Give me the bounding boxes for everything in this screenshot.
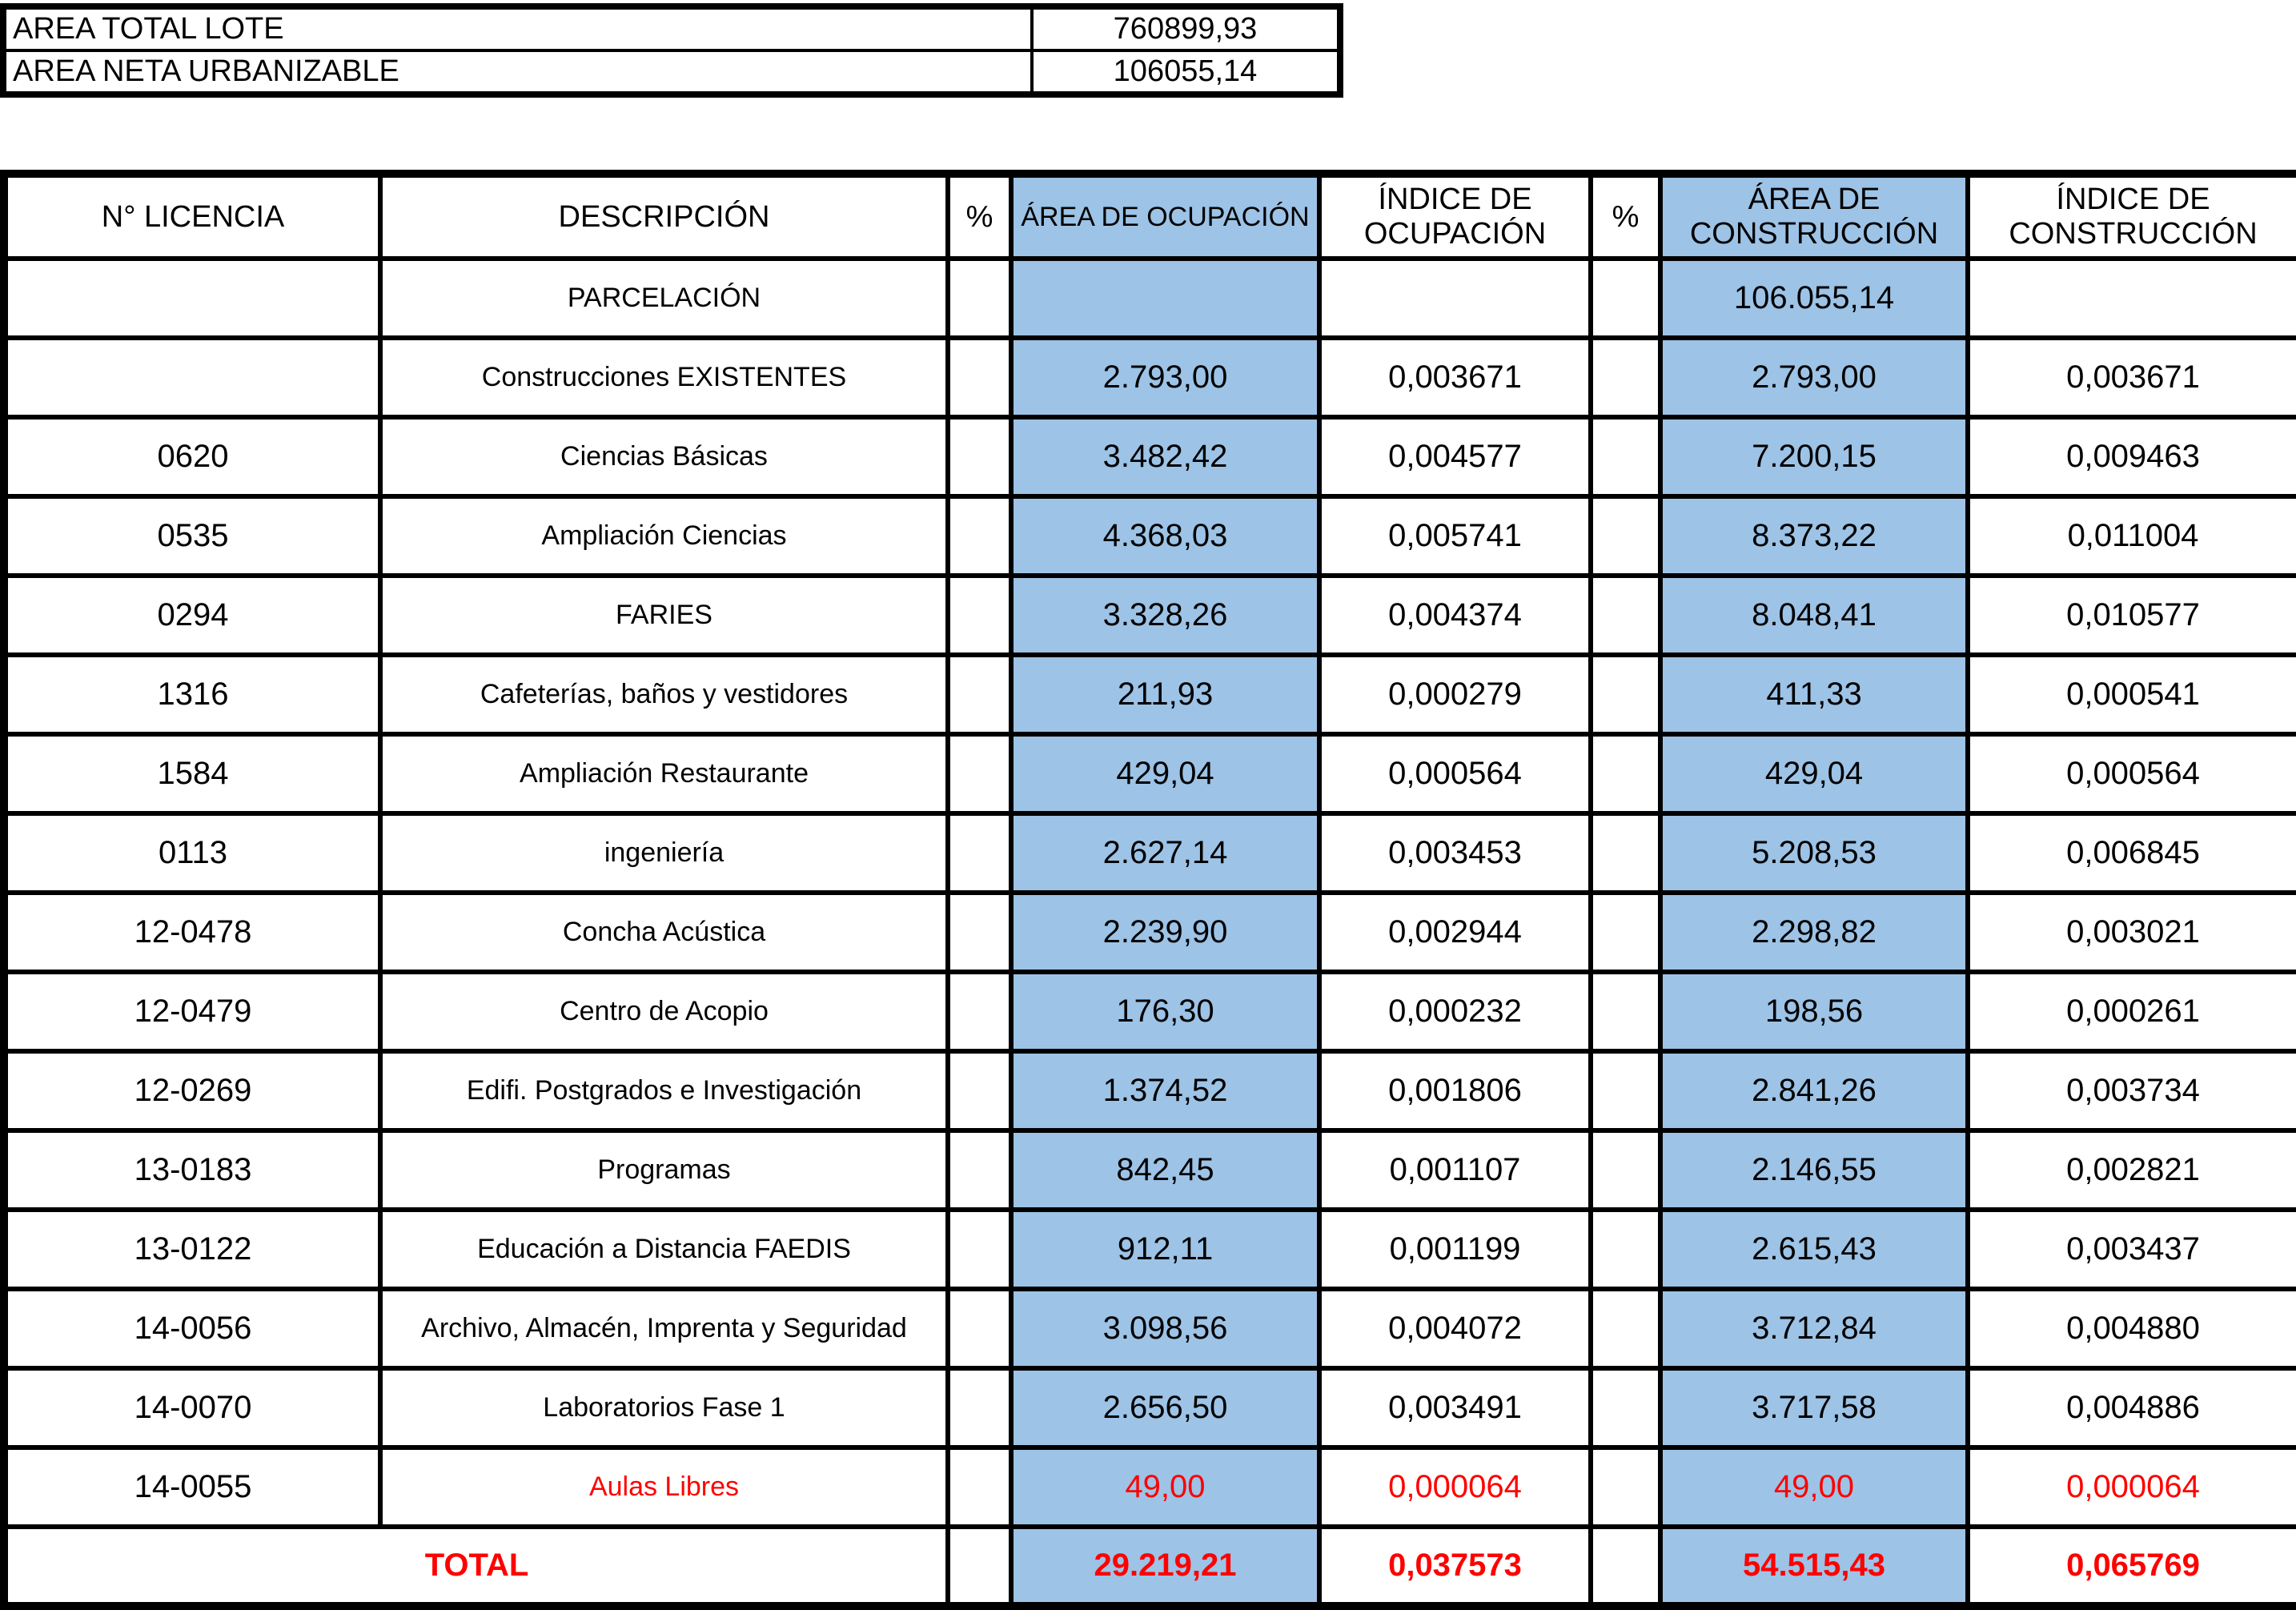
- summary-label-area-total-lote: AREA TOTAL LOTE: [3, 6, 1032, 50]
- table-row: [4, 1210, 2296, 1289]
- cell-descripcion: Construcciones EXISTENTES: [380, 338, 948, 417]
- cell-pct-construccion: [1591, 972, 1660, 1051]
- cell-pct-ocupacion: [948, 1210, 1011, 1289]
- cell-area-ocupacion: 176,30: [1011, 972, 1319, 1051]
- cell-indice-ocupacion: 0,004072: [1319, 1289, 1591, 1368]
- cell-area-ocupacion: 842,45: [1011, 1130, 1319, 1210]
- cell-pct-construccion: [1591, 1130, 1660, 1210]
- cell-pct-construccion: [1591, 1527, 1660, 1606]
- cell-area-ocupacion: 211,93: [1011, 655, 1319, 734]
- cell-indice-ocupacion: 0,005741: [1319, 496, 1591, 576]
- cell-descripcion: ingeniería: [380, 813, 948, 893]
- table-row-aulas-libres: [4, 1447, 2296, 1527]
- summary-label-area-neta-urbanizable: AREA NETA URBANIZABLE: [3, 50, 1032, 94]
- cell-licencia: [4, 338, 380, 417]
- cell-area-construccion: 54.515,43: [1660, 1527, 1968, 1606]
- cell-area-construccion: 7.200,15: [1660, 417, 1968, 496]
- cell-area-ocupacion: 1.374,52: [1011, 1051, 1319, 1130]
- cell-indice-ocupacion: 0,000064: [1319, 1447, 1591, 1527]
- cell-area-ocupacion: 2.793,00: [1011, 338, 1319, 417]
- cell-descripcion: Programas: [380, 1130, 948, 1210]
- cell-pct-construccion: [1591, 734, 1660, 813]
- cell-pct-construccion: [1591, 338, 1660, 417]
- cell-indice-construccion: 0,000564: [1968, 734, 2296, 813]
- header-indice-construccion: ÍNDICE DE CONSTRUCCIÓN: [1968, 174, 2296, 259]
- cell-descripcion: Concha Acústica: [380, 893, 948, 972]
- cell-area-ocupacion: 2.627,14: [1011, 813, 1319, 893]
- cell-pct-ocupacion: [948, 259, 1011, 338]
- table-row-parcelacion: [4, 259, 2296, 338]
- table-row: [4, 1130, 2296, 1210]
- cell-pct-construccion: [1591, 1289, 1660, 1368]
- cell-area-construccion: 2.841,26: [1660, 1051, 1968, 1130]
- cell-licencia: [4, 259, 380, 338]
- cell-area-construccion: 2.298,82: [1660, 893, 1968, 972]
- header-area-ocupacion: ÁREA DE OCUPACIÓN: [1011, 174, 1319, 259]
- summary-value-area-neta-urbanizable: 106055,14: [1032, 50, 1340, 94]
- header-licencia: N° LICENCIA: [4, 174, 380, 259]
- cell-area-ocupacion: 429,04: [1011, 734, 1319, 813]
- cell-area-ocupacion: 29.219,21: [1011, 1527, 1319, 1606]
- cell-indice-ocupacion: 0,000232: [1319, 972, 1591, 1051]
- cell-indice-ocupacion: 0,004577: [1319, 417, 1591, 496]
- cell-pct-construccion: [1591, 259, 1660, 338]
- cell-licencia: 0535: [4, 496, 380, 576]
- cell-licencia: 1584: [4, 734, 380, 813]
- cell-indice-ocupacion: 0,001199: [1319, 1210, 1591, 1289]
- header-indice-ocupacion: ÍNDICE DE OCUPACIÓN: [1319, 174, 1591, 259]
- summary-value-area-total-lote: 760899,93: [1032, 6, 1340, 50]
- cell-descripcion: Laboratorios Fase 1: [380, 1368, 948, 1447]
- table-row: [4, 813, 2296, 893]
- table-row: [4, 655, 2296, 734]
- cell-licencia: 0113: [4, 813, 380, 893]
- cell-indice-construccion: 0,000541: [1968, 655, 2296, 734]
- cell-pct-ocupacion: [948, 417, 1011, 496]
- cell-area-ocupacion: 3.482,42: [1011, 417, 1319, 496]
- header-pct-construccion: %: [1591, 174, 1660, 259]
- summary-row: [3, 6, 1340, 50]
- header-row: [4, 174, 2296, 259]
- cell-pct-ocupacion: [948, 1289, 1011, 1368]
- cell-pct-ocupacion: [948, 1368, 1011, 1447]
- cell-indice-construccion: 0,003671: [1968, 338, 2296, 417]
- cell-area-construccion: 8.373,22: [1660, 496, 1968, 576]
- cell-area-construccion: 3.717,58: [1660, 1368, 1968, 1447]
- cell-indice-construccion: 0,010577: [1968, 576, 2296, 655]
- cell-pct-ocupacion: [948, 734, 1011, 813]
- cell-indice-construccion: 0,003734: [1968, 1051, 2296, 1130]
- cell-area-ocupacion: 3.328,26: [1011, 576, 1319, 655]
- cell-pct-ocupacion: [948, 496, 1011, 576]
- cell-indice-construccion: 0,002821: [1968, 1130, 2296, 1210]
- cell-area-ocupacion: 3.098,56: [1011, 1289, 1319, 1368]
- table-row: [4, 1289, 2296, 1368]
- cell-pct-construccion: [1591, 576, 1660, 655]
- cell-indice-ocupacion: 0,003491: [1319, 1368, 1591, 1447]
- cell-pct-construccion: [1591, 813, 1660, 893]
- cell-area-construccion: 2.793,00: [1660, 338, 1968, 417]
- cell-pct-construccion: [1591, 1447, 1660, 1527]
- cell-indice-ocupacion: 0,000564: [1319, 734, 1591, 813]
- cell-area-construccion: 5.208,53: [1660, 813, 1968, 893]
- cell-indice-construccion: 0,009463: [1968, 417, 2296, 496]
- cell-area-construccion: 3.712,84: [1660, 1289, 1968, 1368]
- cell-area-ocupacion: 49,00: [1011, 1447, 1319, 1527]
- cell-pct-ocupacion: [948, 1130, 1011, 1210]
- cell-pct-construccion: [1591, 1051, 1660, 1130]
- cell-licencia: 0620: [4, 417, 380, 496]
- cell-indice-ocupacion: 0,037573: [1319, 1527, 1591, 1606]
- cell-pct-construccion: [1591, 655, 1660, 734]
- cell-pct-ocupacion: [948, 1051, 1011, 1130]
- cell-pct-ocupacion: [948, 576, 1011, 655]
- table-row: [4, 576, 2296, 655]
- cell-indice-ocupacion: 0,001806: [1319, 1051, 1591, 1130]
- cell-indice-ocupacion: 0,001107: [1319, 1130, 1591, 1210]
- cell-area-construccion: 106.055,14: [1660, 259, 1968, 338]
- summary-row: [3, 50, 1340, 94]
- cell-indice-ocupacion: 0,003671: [1319, 338, 1591, 417]
- cell-licencia: 12-0479: [4, 972, 380, 1051]
- cell-pct-ocupacion: [948, 338, 1011, 417]
- cell-area-ocupacion: 4.368,03: [1011, 496, 1319, 576]
- header-pct-ocupacion: %: [948, 174, 1011, 259]
- table-row: [4, 972, 2296, 1051]
- cell-descripcion: PARCELACIÓN: [380, 259, 948, 338]
- cell-indice-construccion: 0,065769: [1968, 1527, 2296, 1606]
- cell-indice-construccion: 0,004886: [1968, 1368, 2296, 1447]
- cell-indice-construccion: 0,000064: [1968, 1447, 2296, 1527]
- table-row: [4, 893, 2296, 972]
- table-row: [4, 1051, 2296, 1130]
- cell-indice-construccion: 0,000261: [1968, 972, 2296, 1051]
- cell-descripcion: Cafeterías, baños y vestidores: [380, 655, 948, 734]
- header-descripcion: DESCRIPCIÓN: [380, 174, 948, 259]
- cell-pct-ocupacion: [948, 813, 1011, 893]
- cell-pct-construccion: [1591, 417, 1660, 496]
- cell-indice-construccion: 0,004880: [1968, 1289, 2296, 1368]
- cell-indice-construccion: 0,006845: [1968, 813, 2296, 893]
- cell-licencia: 13-0122: [4, 1210, 380, 1289]
- cell-area-construccion: 198,56: [1660, 972, 1968, 1051]
- cell-licencia: 1316: [4, 655, 380, 734]
- table-row: [4, 496, 2296, 576]
- cell-area-ocupacion: [1011, 259, 1319, 338]
- cell-licencia: 14-0070: [4, 1368, 380, 1447]
- cell-indice-ocupacion: 0,004374: [1319, 576, 1591, 655]
- table-row-construcciones-existentes: [4, 338, 2296, 417]
- spreadsheet-page: [0, 3, 2296, 1609]
- cell-pct-construccion: [1591, 1210, 1660, 1289]
- cell-licencia: 0294: [4, 576, 380, 655]
- cell-indice-construccion: 0,003021: [1968, 893, 2296, 972]
- cell-area-ocupacion: 2.239,90: [1011, 893, 1319, 972]
- cell-indice-construccion: [1968, 259, 2296, 338]
- cell-indice-construccion: 0,011004: [1968, 496, 2296, 576]
- table-row: [4, 417, 2296, 496]
- header-area-construccion: ÁREA DE CONSTRUCCIÓN: [1660, 174, 1968, 259]
- cell-descripcion: Ciencias Básicas: [380, 417, 948, 496]
- cell-indice-construccion: 0,003437: [1968, 1210, 2296, 1289]
- cell-descripcion: Educación a Distancia FAEDIS: [380, 1210, 948, 1289]
- cell-area-construccion: 2.615,43: [1660, 1210, 1968, 1289]
- cell-indice-ocupacion: 0,000279: [1319, 655, 1591, 734]
- cell-area-construccion: 429,04: [1660, 734, 1968, 813]
- cell-area-construccion: 49,00: [1660, 1447, 1968, 1527]
- cell-indice-ocupacion: 0,002944: [1319, 893, 1591, 972]
- cell-descripcion: FARIES: [380, 576, 948, 655]
- cell-licencia: 12-0269: [4, 1051, 380, 1130]
- cell-area-construccion: 8.048,41: [1660, 576, 1968, 655]
- table-row-total: [4, 1527, 2296, 1606]
- table-row: [4, 1368, 2296, 1447]
- cell-descripcion: Edifi. Postgrados e Investigación: [380, 1051, 948, 1130]
- cell-pct-ocupacion: [948, 972, 1011, 1051]
- cell-descripcion: Aulas Libres: [380, 1447, 948, 1527]
- cell-pct-construccion: [1591, 893, 1660, 972]
- cell-pct-construccion: [1591, 496, 1660, 576]
- cell-indice-ocupacion: 0,003453: [1319, 813, 1591, 893]
- cell-total-label: TOTAL: [4, 1527, 948, 1606]
- cell-descripcion: Ampliación Ciencias: [380, 496, 948, 576]
- cell-pct-ocupacion: [948, 1527, 1011, 1606]
- cell-licencia: 14-0056: [4, 1289, 380, 1368]
- cell-indice-ocupacion: [1319, 259, 1591, 338]
- cell-licencia: 12-0478: [4, 893, 380, 972]
- summary-table: [0, 3, 1343, 98]
- cell-area-construccion: 2.146,55: [1660, 1130, 1968, 1210]
- cell-descripcion: Centro de Acopio: [380, 972, 948, 1051]
- licencias-table: [0, 170, 2296, 1610]
- cell-descripcion: Ampliación Restaurante: [380, 734, 948, 813]
- cell-area-ocupacion: 2.656,50: [1011, 1368, 1319, 1447]
- cell-descripcion: Archivo, Almacén, Imprenta y Seguridad: [380, 1289, 948, 1368]
- cell-licencia: 14-0055: [4, 1447, 380, 1527]
- cell-area-ocupacion: 912,11: [1011, 1210, 1319, 1289]
- cell-pct-ocupacion: [948, 893, 1011, 972]
- table-row: [4, 734, 2296, 813]
- cell-pct-ocupacion: [948, 655, 1011, 734]
- cell-area-construccion: 411,33: [1660, 655, 1968, 734]
- cell-pct-ocupacion: [948, 1447, 1011, 1527]
- cell-licencia: 13-0183: [4, 1130, 380, 1210]
- cell-pct-construccion: [1591, 1368, 1660, 1447]
